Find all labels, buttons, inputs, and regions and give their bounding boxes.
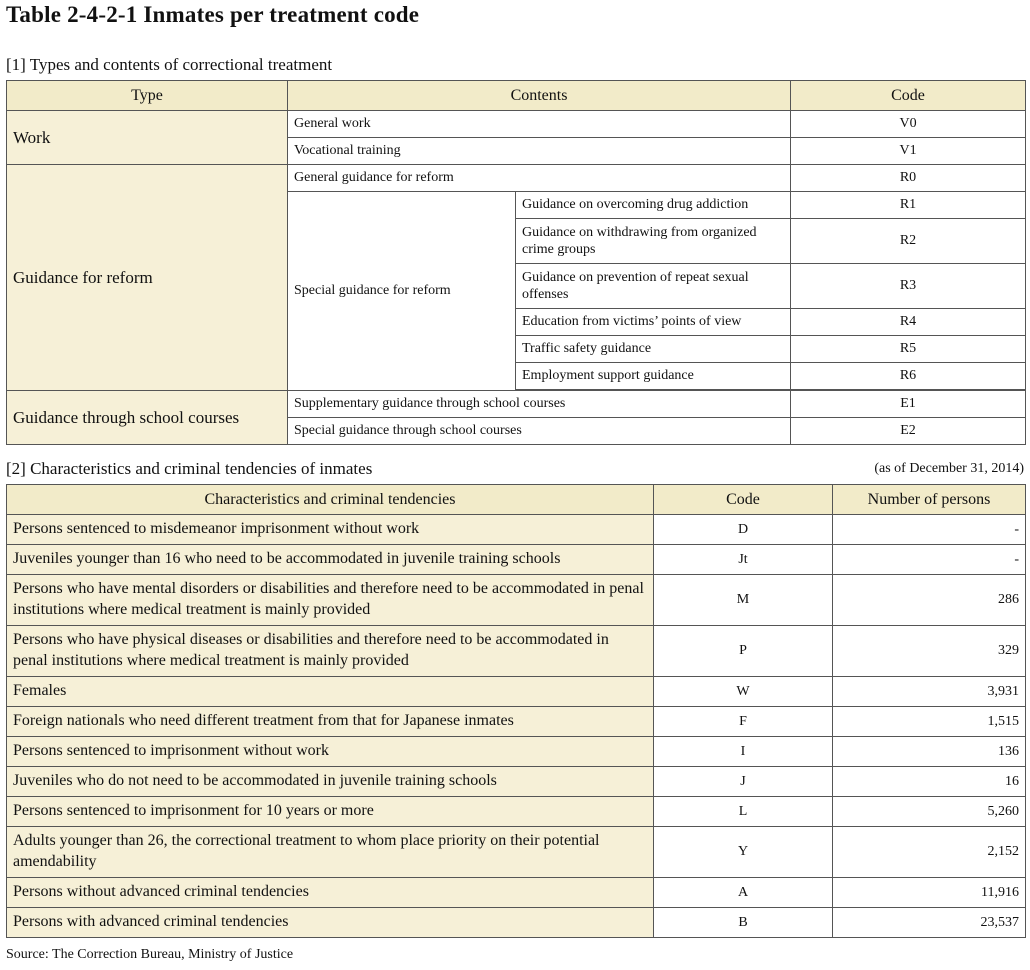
code-cell: J [654,767,833,797]
characteristic-cell: Persons who have physical diseases or disabilities and therefore need to be accommodated in penal institutions where medical treatment is mainly provided [7,626,654,677]
table-row [7,737,1026,767]
header-contents: Contents [288,81,791,111]
header-type: Type [7,81,288,111]
special-reform-label: Special guidance for reform [288,192,516,391]
table-row [7,797,1026,827]
code-cell: E2 [791,418,1026,445]
table-row [7,626,1026,677]
code-cell: A [654,878,833,908]
characteristic-cell: Persons who have mental disorders or disabilities and therefore need to be accommodated in penal institutions where medical treatment is mainly provided [7,575,654,626]
header-characteristics: Characteristics and criminal tendencies [7,485,654,515]
table-row [7,707,1026,737]
inmate-characteristics-table [6,484,1026,938]
header-code: Code [654,485,833,515]
number-cell: 1,515 [833,707,1026,737]
code-cell: R4 [791,309,1026,336]
number-cell: - [833,515,1026,545]
code-cell: D [654,515,833,545]
page-title: Table 2-4-2-1 Inmates per treatment code [6,2,420,27]
content-cell: General work [288,111,791,138]
source-note: Source: The Correction Bureau, Ministry of Justice [6,947,294,962]
content-cell: Special guidance through school courses [288,418,791,445]
table-row [7,878,1026,908]
code-cell: B [654,908,833,938]
number-cell: 286 [833,575,1026,626]
characteristic-cell: Females [7,677,654,707]
content-cell: Traffic safety guidance [516,336,791,363]
code-cell: E1 [791,391,1026,418]
content-cell: Employment support guidance [516,363,791,390]
type-school: Guidance through school courses [7,391,288,445]
table-row [7,677,1026,707]
header-code: Code [791,81,1026,111]
code-cell: R3 [791,264,1026,309]
code-cell: V1 [791,138,1026,165]
type-work: Work [7,111,288,165]
type-reform: Guidance for reform [7,165,288,391]
content-cell: Supplementary guidance through school courses [288,391,791,418]
number-cell: 23,537 [833,908,1026,938]
characteristic-cell: Foreign nationals who need different treatment from that for Japanese inmates [7,707,654,737]
characteristic-cell: Persons sentenced to imprisonment for 10 years or more [7,797,654,827]
code-cell: L [654,797,833,827]
code-cell: Y [654,827,833,878]
content-cell: Education from victims’ points of view [516,309,791,336]
number-cell: 2,152 [833,827,1026,878]
code-cell: R0 [791,165,1026,192]
characteristic-cell: Juveniles younger than 16 who need to be accommodated in juvenile training schools [7,545,654,575]
code-cell: W [654,677,833,707]
treatment-types-table [6,80,1026,445]
content-cell: Guidance on withdrawing from organized crime groups [516,219,791,264]
code-cell: F [654,707,833,737]
header-number: Number of persons [833,485,1026,515]
section2-heading: [2] Characteristics and criminal tendencies of inmates [6,459,373,478]
number-cell: - [833,545,1026,575]
number-cell: 329 [833,626,1026,677]
content-cell: Guidance on prevention of repeat sexual offenses [516,264,791,309]
section1-heading: [1] Types and contents of correctional treatment [6,55,333,74]
code-cell: V0 [791,111,1026,138]
table-row [7,767,1026,797]
content-cell: Guidance on overcoming drug addiction [516,192,791,219]
characteristic-cell: Juveniles who do not need to be accommodated in juvenile training schools [7,767,654,797]
code-cell: R6 [791,363,1026,390]
characteristic-cell: Persons sentenced to imprisonment without work [7,737,654,767]
table-row [7,908,1026,938]
content-cell: General guidance for reform [288,165,791,192]
code-cell: R5 [791,336,1026,363]
number-cell: 11,916 [833,878,1026,908]
characteristic-cell: Persons without advanced criminal tendencies [7,878,654,908]
code-cell: R2 [791,219,1026,264]
table-row [7,575,1026,626]
code-cell: Jt [654,545,833,575]
characteristic-cell: Persons with advanced criminal tendencies [7,908,654,938]
table-row [7,827,1026,878]
code-cell: I [654,737,833,767]
number-cell: 3,931 [833,677,1026,707]
table-row [7,545,1026,575]
table-row [7,515,1026,545]
code-cell: M [654,575,833,626]
code-cell: P [654,626,833,677]
content-cell: Vocational training [288,138,791,165]
characteristic-cell: Adults younger than 26, the correctional treatment to whom place priority on their potential amendability [7,827,654,878]
characteristic-cell: Persons sentenced to misdemeanor imprisonment without work [7,515,654,545]
number-cell: 5,260 [833,797,1026,827]
as-of-date: (as of December 31, 2014) [874,461,1024,476]
code-cell: R1 [791,192,1026,219]
number-cell: 136 [833,737,1026,767]
number-cell: 16 [833,767,1026,797]
